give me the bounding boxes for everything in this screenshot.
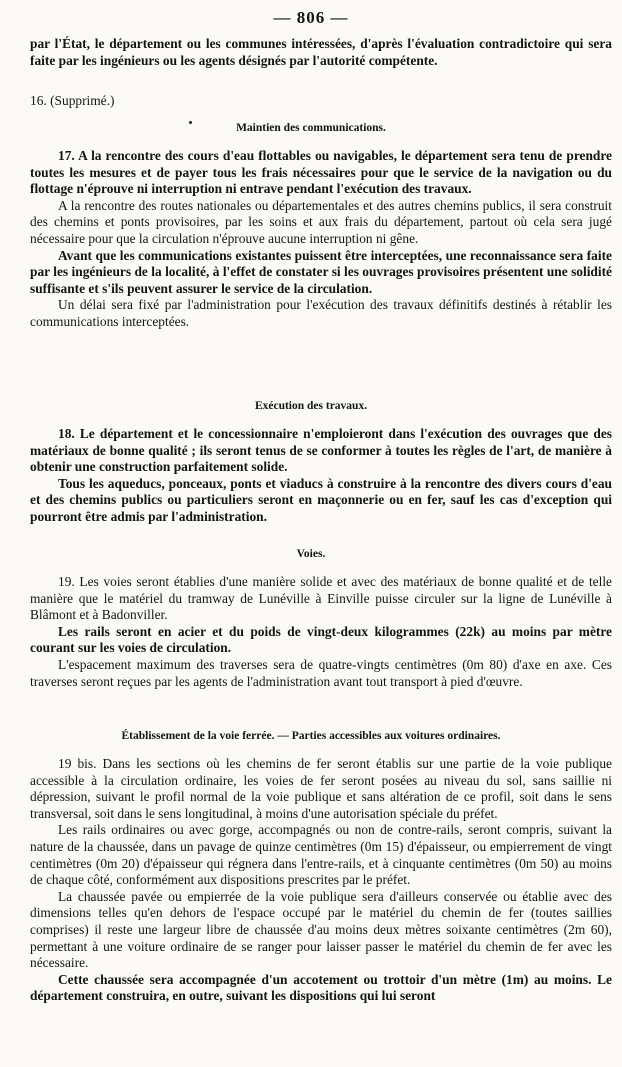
page-number: — 806 —: [273, 8, 349, 27]
section-heading-voies: Voies.: [296, 548, 326, 560]
article-19-bis-para-2: Les rails ordinaires ou avec gorge, accompagnés ou non de contre-rails, seront compris, suivant la nature de la chaussée, dans un pavage de quinze centimètres (0m 15) d'épaisseur, ou empierrement de vingt centimètres (0m 20) d'épaisseur qui régnera dans l'entre-rails, et à cinquante centimètres (0m 50) au moins de chaque côté, conformément aux dispositions prescrites par le préfet.: [30, 822, 612, 888]
article-17-para-1: 17. A la rencontre des cours d'eau flottables ou navigables, le département sera tenu de prendre toutes les mesures et de payer tous les frais nécessaires pour que le service de la navigation ou du flottage n'éprouve ni interruption ni entrave pendant l'exécution des travaux.: [30, 148, 612, 197]
section-heading-maintien: Maintien des communications.: [236, 122, 386, 134]
paragraph-text: par l'État, le département ou les communes intéressées, d'après l'évaluation contradictoire qui sera faite par les ingénieurs ou les agents désignés par l'autorité compétente.: [30, 36, 612, 68]
article-19-para-2: Les rails seront en acier et du poids de vingt-deux kilogrammes (22k) au moins par mètre courant sur les voies de circulation.: [30, 623, 612, 656]
section-heading-etablissement: Établissement de la voie ferrée. — Parties accessibles aux voitures ordinaires.: [121, 730, 501, 742]
article-19-bis-para-3: La chaussée pavée ou empierrée de la voie publique sera d'ailleurs conservée ou établie avec des dimensions telles qu'en dehors de l'espace occupé par le matériel du chemin de fer (toutes saillies comprises) il reste une largeur libre de chaussée d'au moins deux mètres soixante centimètres (2m 60), permettant à une voiture ordinaire de se ranger pour laisser passer le matériel du chemin de fer avec les nécessaire.: [30, 888, 612, 971]
article-18-para-2: Tous les aqueducs, ponceaux, ponts et viaducs à construire à la rencontre des divers cours d'eau et des chemins publics ou particuliers seront en maçonnerie ou en fer, sauf les cas d'exception qui pourront être admis par l'administration.: [30, 475, 612, 524]
article-19: [30, 574, 612, 690]
paragraph-top: [30, 36, 612, 69]
article-19-para-3: L'espacement maximum des traverses sera de quatre-vingts centimètres (0m 80) d'axe en axe. Ces traverses seront reçues par les agents de l'administration avant tout transport à pied d'œuvre.: [30, 656, 612, 689]
article-16: [30, 93, 612, 110]
article-18: [30, 426, 612, 526]
article-17: [30, 148, 612, 331]
article-19-bis-para-1: 19 bis. Dans les sections où les chemins de fer seront établis sur une partie de la voie publique accessible à la circulation ordinaire, les voies de fer seront posées au niveau du sol, sans saillie ni dépression, suivant le profil normal de la voie publique et sans altération de ce profil, soit dans le sens transversal, soit dans le sens longitudinal, à moins d'une autorisation spéciale du préfet.: [30, 756, 612, 821]
article-18-para-1: 18. Le département et le concessionnaire n'emploieront dans l'exécution des ouvrages que des matériaux de bonne qualité ; ils seront tenus de se conformer à toutes les règles de l'art, de manière à obtenir une construction parfaitement solide.: [30, 426, 612, 475]
article-17-para-2: A la rencontre des routes nationales ou départementales et des autres chemins publics, il sera construit des chemins et ponts provisoires, par les soins et aux frais du département, partout où cela sera jugé nécessaire pour que la circulation n'éprouve aucune interruption ni gêne.: [30, 197, 612, 246]
article-17-para-3: Avant que les communications existantes puissent être interceptées, une reconnaissance sera faite par les ingénieurs de la localité, à l'effet de constater si les ouvrages provisoires présentent une solidité suffisante et s'ils peuvent assurer le service de la circulation.: [30, 247, 612, 296]
article-19-bis-para-4: Cette chaussée sera accompagnée d'un accotement ou trottoir d'un mètre (1m) au moins. Le département construira, en outre, suivant les dispositions qui lui seront: [30, 971, 612, 1004]
article-17-para-4: Un délai sera fixé par l'administration pour l'exécution des travaux définitifs destinés à rétablir les communications interceptées.: [30, 297, 612, 329]
article-19-bis: [30, 756, 612, 1005]
article-19-para-1: 19. Les voies seront établies d'une manière solide et avec des matériaux de bonne qualité et de telle manière que le matériel du tramway de Lunéville à Einville puisse circuler sur la ligne de Lunéville à Blâmont et à Badonviller.: [30, 574, 612, 623]
article-16-text: 16. (Supprimé.): [30, 93, 115, 108]
section-heading-execution: Exécution des travaux.: [254, 400, 368, 412]
